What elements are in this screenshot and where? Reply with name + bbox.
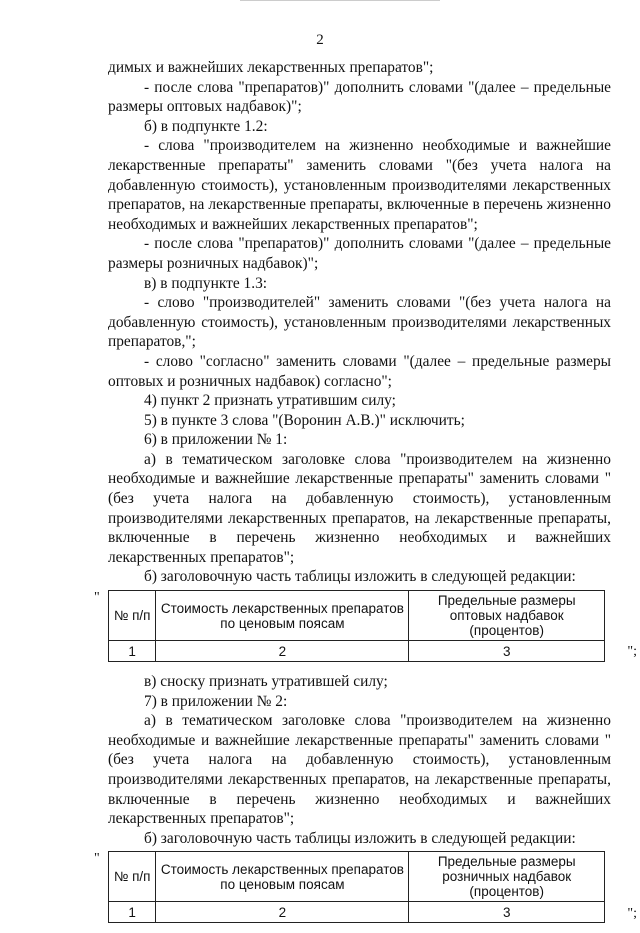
table-row [109, 641, 605, 662]
document-body [94, 58, 637, 933]
table-row [109, 852, 605, 902]
paragraph: в) сноску признать утратившей силу; [144, 673, 388, 691]
paragraph: 7) в приложении № 2: [144, 692, 288, 710]
paragraph: - после слова "препаратов)" дополнить словами "(далее – предельные размеры оптовых надбавок)"; [108, 78, 611, 116]
header-table-1 [108, 590, 605, 662]
page-number: 2 [316, 32, 324, 48]
header-cell-number: № п/п [109, 852, 156, 902]
paragraph: - слово "производителей" заменить словами "(без учета налога на добавленную стоимость), установленным производителями лекарственных препаратов,"; [108, 294, 611, 351]
table-header-block-2 [94, 851, 637, 923]
header-cell-cost: Стоимость лекарственных препаратов по ценовым поясам [156, 591, 409, 641]
paragraph: б) заголовочную часть таблицы изложить в следующей редакции: [144, 568, 576, 586]
close-quote: "; [627, 905, 637, 921]
column-number: 1 [109, 902, 156, 923]
paragraph: а) в тематическом заголовке слова "производителем на жизненно необходимые и важнейшие лекарственные препараты" заменить словами "(без учета налога на добавленную стоимость), установленным производителями лекарственных препаратов, на лекарственные препараты, включенные в перечень жизненно необходимых и важнейших лекарственных препаратов"; [108, 450, 611, 566]
paragraph: - слово "согласно" заменить словами "(далее – предельные размеры оптовых и розничных надбавок) согласно"; [108, 352, 611, 390]
paragraph: - слова "производителем на жизненно необходимые и важнейшие лекарственные препараты" заменить словами "(без учета налога на добавленную стоимость), установленным производителями лекарственных препаратов, на лекарственные препараты, включенные в перечень жизненно необходимых и важнейших лекарственных препаратов"; [108, 137, 611, 233]
paragraph: б) в подпункте 1.2: [144, 117, 268, 135]
column-number: 3 [409, 902, 605, 923]
column-number: 2 [156, 902, 409, 923]
paragraph: - после слова "препаратов)" дополнить словами "(далее – предельные размеры розничных надбавок)"; [108, 235, 611, 272]
header-table-2 [108, 851, 605, 923]
open-quote: " [94, 590, 100, 606]
close-quote: "; [627, 644, 637, 660]
header-cell-markup: Предельные размеры розничных надбавок (процентов) [409, 852, 605, 902]
column-number: 1 [109, 641, 156, 662]
header-cell-number: № п/п [109, 591, 156, 641]
paragraph: 4) пункт 2 признать утратившим силу; [144, 392, 396, 410]
column-number: 3 [409, 641, 605, 662]
paragraph: димых и важнейших лекарственных препаратов"; [108, 59, 434, 76]
header-cell-cost: Стоимость лекарственных препаратов по ценовым поясам [156, 852, 409, 902]
top-rule [240, 0, 440, 1]
header-cell-markup: Предельные размеры оптовых надбавок (процентов) [409, 591, 605, 641]
paragraph: б) заголовочную часть таблицы изложить в следующей редакции: [144, 829, 576, 847]
paragraph: 5) в пункте 3 слова "(Воронин А.В.)" исключить; [144, 411, 465, 429]
table-row [109, 902, 605, 923]
table-header-block-1 [94, 590, 637, 662]
column-number: 2 [156, 641, 409, 662]
paragraph: а) в тематическом заголовке слова "производителем на жизненно необходимые и важнейшие лекарственные препараты" заменить словами "(без учета налога на добавленную стоимость), установленным производителями лекарственных препаратов, на лекарственные препараты, включенные в перечень жизненно необходимых и важнейших лекарственных препаратов"; [108, 712, 611, 828]
table-row [109, 591, 605, 641]
paragraph: в) в подпункте 1.3: [144, 274, 268, 292]
paragraph: 6) в приложении № 1: [144, 431, 288, 449]
open-quote: " [94, 851, 100, 867]
